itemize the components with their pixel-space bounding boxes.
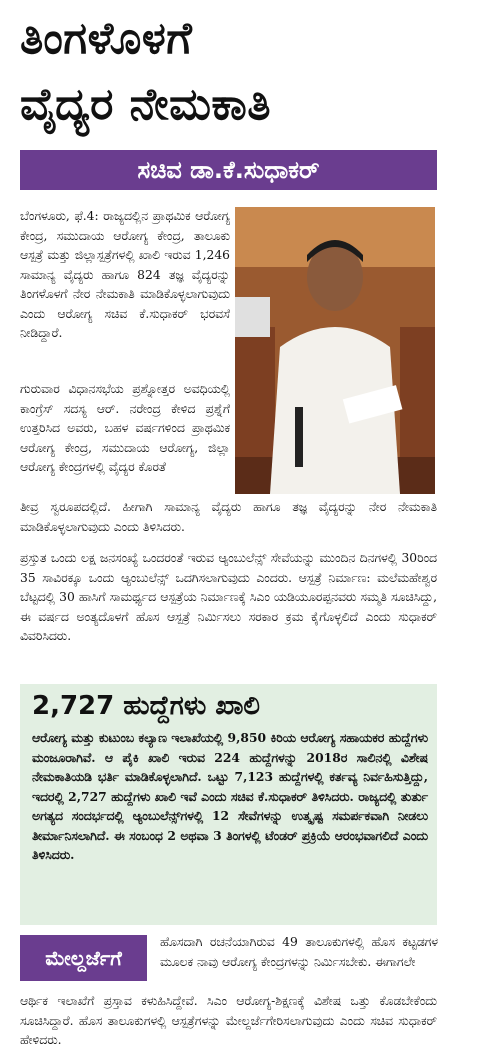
upgrade-label-bar: ಮೇಲ್ದರ್ಜೆಗೆ (20, 935, 147, 981)
vacancy-box (20, 684, 437, 925)
vacancy-title: 2,727 ಹುದ್ದೆಗಳು ಖಾಲಿ (32, 691, 260, 721)
vacancy-text: ಆರೋಗ್ಯ ಮತ್ತು ಕುಟುಂಬ ಕಲ್ಯಾಣ ಇಲಾಖೆಯಲ್ಲಿ 9,850 ಕಿರಿಯ ಆರೋಗ್ಯ ಸಹಾಯಕರ ಹುದ್ದೆಗಳು ಮಂಜೂರಾಗಿವೆ. ಆ ಪೈಕಿ ಖಾಲಿ ಇರುವ 224 ಹುದ್ದೆಗಳನ್ನು 2018ರ ಸಾಲಿನಲ್ಲಿ ವಿಶೇಷ ನೇಮಕಾತಿಯಡಿ ಭರ್ತಿ ಮಾಡಿಕೊಳ್ಳಲಾಗಿದೆ. ಒಟ್ಟು 7,123 ಹುದ್ದೆಗಳಲ್ಲಿ ಕರ್ತವ್ಯ ನಿರ್ವಹಿಸುತ್ತಿದ್ದು, ಇದರಲ್ಲಿ 2,727 ಹುದ್ದೆಗಳು ಖಾಲಿ ಇವೆ ಎಂದು ಸಚಿವ ಕೆ.ಸುಧಾಕರ್ ತಿಳಿಸಿದರು. ರಾಜ್ಯದಲ್ಲಿ ತುರ್ತು ಅಗತ್ಯದ ಸಂದರ್ಭದಲ್ಲಿ ಆ್ಯಂಬುಲೆನ್ಸ್‌ಗಳಲ್ಲಿ 12 ಸೇವೆಗಳನ್ನು ಉತ್ಕೃಷ್ಟ ಸಮರ್ಪಕವಾಗಿ ನೀಡಲು ತೀರ್ಮಾನಿಸಲಾಗಿದೆ. ಈ ಸಂಬಂಧ 2 ಅಥವಾ 3 ತಿಂಗಳಲ್ಲಿ ಟೆಂಡರ್ ಪ್ರಕ್ರಿಯೆ ಆರಂಭವಾಗಲಿದೆ ಎಂದು ತಿಳಿಸಿದರು. (32, 730, 428, 862)
article-paragraph-2: ಗುರುವಾರ ವಿಧಾನಸಭೆಯ ಪ್ರಶ್ನೋತ್ತರ ಅವಧಿಯಲ್ಲಿ ಕಾಂಗ್ರೆಸ್ ಸದಸ್ಯ ಆರ್. ನರೇಂದ್ರ ಕೇಳಿದ ಪ್ರಶ್ನೆಗೆ ಉತ್ತರಿಸಿದ ಅವರು, ಬಹಳ ವರ್ಷಗಳಿಂದ ಪ್ರಾಥಮಿಕ ಆರೋಗ್ಯ ಕೇಂದ್ರ, ಸಮುದಾಯ ಆರೋಗ್ಯ, ಜಿಲ್ಲಾ ಆರೋಗ್ಯ ಕೇಂದ್ರಗಳಲ್ಲಿ ವೈದ್ಯರ ಕೊರತೆ (20, 382, 230, 474)
headline-line-2: ವೈದ್ಯರ ನೇಮಕಾತಿ (20, 79, 272, 130)
page-margin (486, 0, 495, 1063)
minister-photo (235, 207, 435, 494)
minister-photo-illustration (235, 207, 435, 494)
headline (20, 6, 480, 138)
article-paragraph-1: ಬೆಂಗಳೂರು, ಫೆ.4: ರಾಜ್ಯದಲ್ಲಿನ ಪ್ರಾಥಮಿಕ ಆರೋಗ್ಯ ಕೇಂದ್ರ, ಸಮುದಾಯ ಆರೋಗ್ಯ ಕೇಂದ್ರ, ತಾಲೂಕು ಆಸ್ಪತ್ರೆ ಮತ್ತು ಜಿಲ್ಲಾಸ್ಪತ್ರೆಗಳಲ್ಲಿ ಖಾಲಿ ಇರುವ 1,246 ಸಾಮಾನ್ಯ ವೈದ್ಯರು ಹಾಗೂ 824 ತಜ್ಞ ವೈದ್ಯರನ್ನು ತಿಂಗಳೊಳಗೆ ನೇರ ನೇಮಕಾತಿ ಮಾಡಿಕೊಳ್ಳಲಾಗುವುದು ಎಂದು ಆರೋಗ್ಯ ಸಚಿವ ಕೆ.ಸುಧಾಕರ್ ಭರವಸೆ ನೀಡಿದ್ದಾರೆ. (20, 209, 230, 340)
minister-label-bar: ಸಚಿವ ಡಾ.ಕೆ.ಸುಧಾಕರ್ (20, 150, 437, 190)
article-paragraph-2-continued: ತೀವ್ರ ಸ್ವರೂಪದಲ್ಲಿದೆ. ಹೀಗಾಗಿ ಸಾಮಾನ್ಯ ವೈದ್ಯರು ಹಾಗೂ ತಜ್ಞ ವೈದ್ಯರನ್ನು ನೇರ ನೇಮಕಾತಿ ಮಾಡಿಕೊಳ್ಳಲಾಗುವುದು ಎಂದು ತಿಳಿಸಿದರು. (20, 500, 437, 534)
upgrade-text-1: ಹೊಸದಾಗಿ ರಚನೆಯಾಗಿರುವ 49 ತಾಲೂಕುಗಳಲ್ಲಿ ಹೊಸ ಕಟ್ಟಡಗಳ ಮೂಲಕ ನಾವು ಆರೋಗ್ಯ ಕೇಂದ್ರಗಳನ್ನು ನಿರ್ಮಿಸಬೇಕು. ಈಗಾಗಲೇ (160, 935, 438, 969)
upgrade-text-2: ಆರ್ಥಿಕ ಇಲಾಖೆಗೆ ಪ್ರಸ್ತಾವ ಕಳುಹಿಸಿದ್ದೇವೆ. ಸಿಎಂ ಆರೋಗ್ಯ-ಶಿಕ್ಷಣಕ್ಕೆ ವಿಶೇಷ ಒತ್ತು ಕೊಡಬೇಕೆಂದು ಸೂಚಿಸಿದ್ದಾರೆ. ಹೊಸ ತಾಲೂಕುಗಳಲ್ಲಿ ಆಸ್ಪತ್ರೆಗಳನ್ನು ಮೇಲ್ದರ್ಜೆಗೇರಿಸಲಾಗುವುದು ಎಂದು ಸಚಿವ ಸುಧಾಕರ್ ಹೇಳಿದರು. (20, 994, 437, 1047)
article-paragraph-3: ಪ್ರಸ್ತುತ ಒಂದು ಲಕ್ಷ ಜನಸಂಖ್ಯೆ ಒಂದರಂತೆ ಇರುವ ಆ್ಯಂಬುಲೆನ್ಸ್ ಸೇವೆಯನ್ನು ಮುಂದಿನ ದಿನಗಳಲ್ಲಿ 30ರಿಂದ 35 ಸಾವಿರಕ್ಕೂ ಒಂದು ಆ್ಯಂಬುಲೆನ್ಸ್ ಒದಗಿಸಲಾಗುವುದು ಎಂದರು. ಆಸ್ಪತ್ರೆ ನಿರ್ಮಾಣ: ಮಲೆಮಹೇಶ್ವರ ಬೆಟ್ಟದಲ್ಲಿ 30 ಹಾಸಿಗೆ ಸಾಮರ್ಥ್ಯದ ಆಸ್ಪತ್ರೆಯ ನಿರ್ಮಾಣಕ್ಕೆ ಸಿಎಂ ಯಡಿಯೂರಪ್ಪನವರು ಸಮ್ಮತಿ ಸೂಚಿಸಿದ್ದು, ಈ ವರ್ಷದ ಅಂತ್ಯದೊಳಗೆ ಹೊಸ ಆಸ್ಪತ್ರೆ ನಿರ್ಮಿಸಲು ಸರಕಾರ ಕ್ರಮ ಕೈಗೊಳ್ಳಲಿದೆ ಎಂದು ಸುಧಾಕರ್ ವಿವರಿಸಿದರು. (20, 551, 437, 643)
headline-line-1: ತಿಂಗಳೊಳಗೆ (20, 13, 193, 64)
